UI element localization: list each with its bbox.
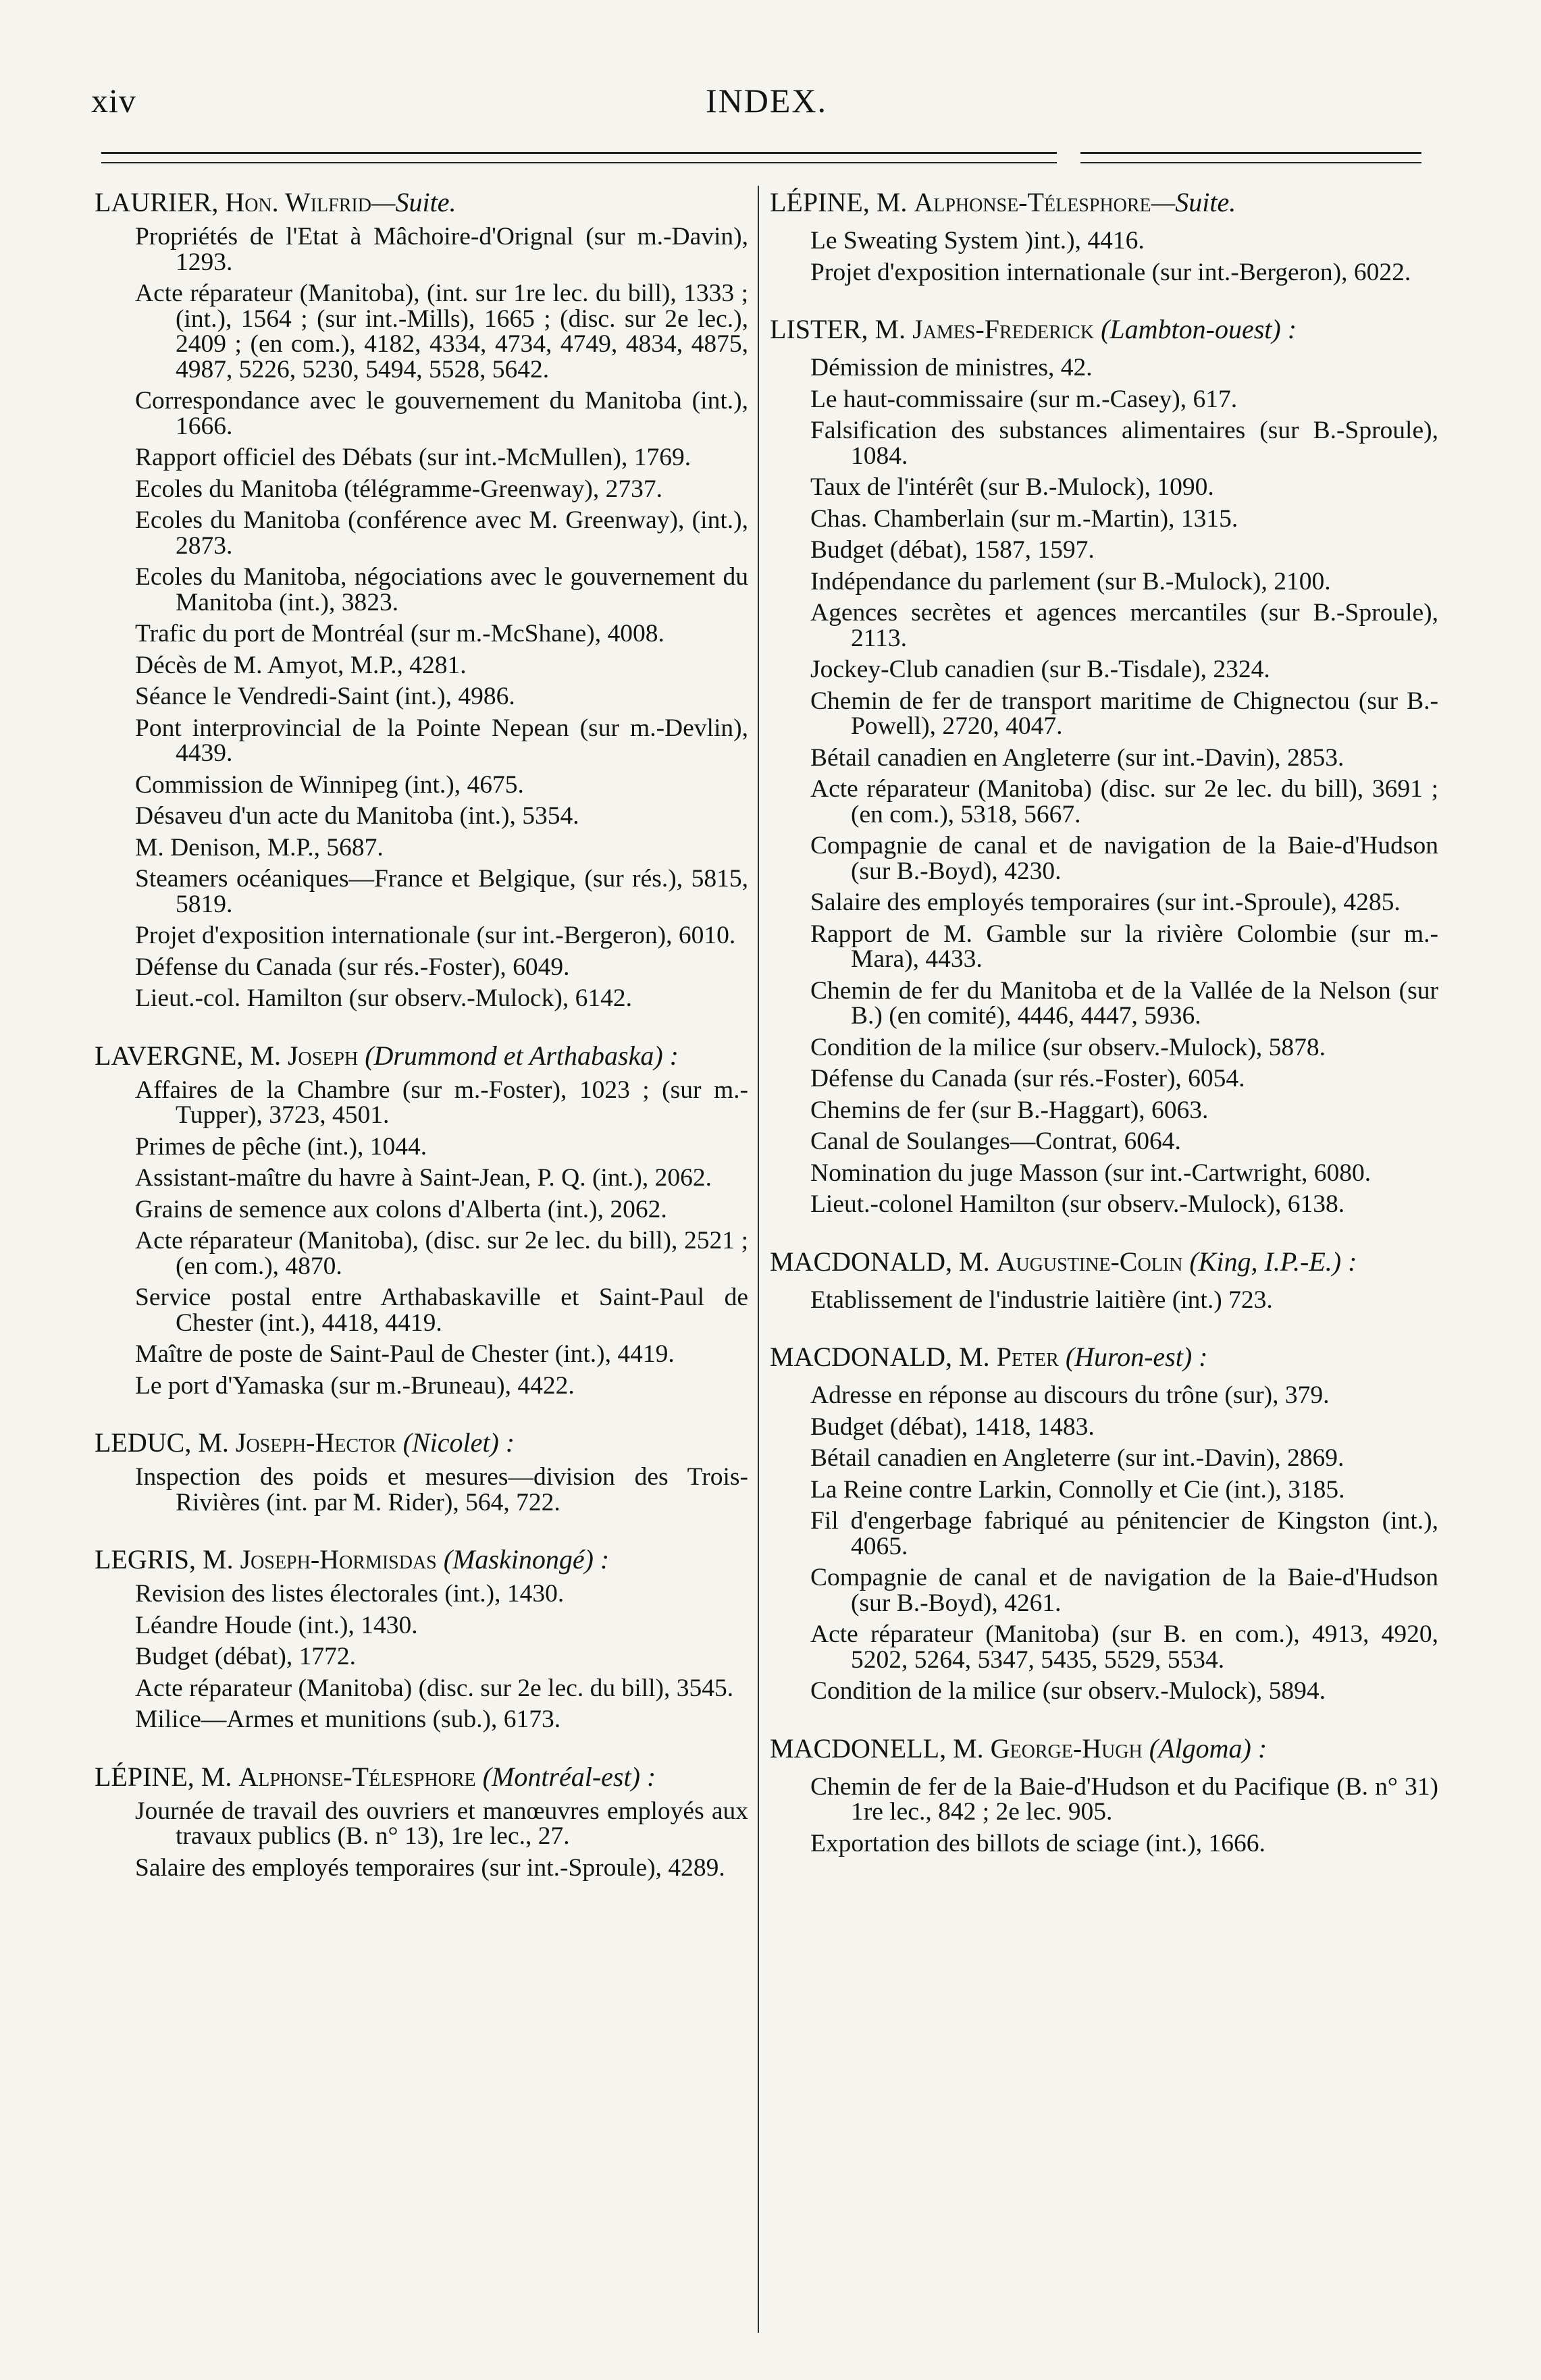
entry-heading bbox=[95, 1042, 748, 1069]
index-entry bbox=[95, 1761, 748, 1882]
index-subentry: Maître de poste de Saint-Paul de Chester (int.), 4419. bbox=[135, 1340, 675, 1368]
index-subentry: Budget (débat), 1418, 1483. bbox=[810, 1412, 1095, 1441]
index-subentry: Correspondance avec le gouvernement du Manitoba (int.), 1666. bbox=[135, 387, 748, 440]
index-subentry: Budget (débat), 1587, 1597. bbox=[810, 536, 1095, 564]
index-subentry: Bétail canadien en Angleterre (sur int.-Davin), 2869. bbox=[810, 1444, 1344, 1472]
index-entry bbox=[770, 189, 1438, 285]
member-given-names: James-Frederick bbox=[912, 314, 1095, 344]
member-riding: (Huron-est) : bbox=[1058, 1342, 1208, 1372]
index-subentry: Affaires de la Chambre (sur m.-Foster), 1023 ; (sur m.-Tupper), 3723, 4501. bbox=[135, 1076, 748, 1129]
member-surname: LAURIER, bbox=[95, 187, 226, 217]
member-given-names: Joseph-Hector bbox=[235, 1427, 396, 1458]
index-subentry: Assistant-maître du havre à Saint-Jean, P. Q. (int.), 2062. bbox=[135, 1164, 712, 1192]
index-subentry: La Reine contre Larkin, Connolly et Cie (int.), 3185. bbox=[810, 1475, 1345, 1504]
member-given-names: Joseph bbox=[287, 1040, 359, 1071]
index-subentry: Chemin de fer de transport maritime de Chignectou (sur B.-Powell), 2720, 4047. bbox=[810, 687, 1438, 740]
member-surname: LÉPINE, M. bbox=[770, 187, 914, 217]
index-subentry: Chemin de fer du Manitoba et de la Vallée de la Nelson (sur B.) (en comité), 4446, 4447, 5936. bbox=[810, 976, 1438, 1030]
header-rule-left bbox=[101, 152, 1057, 163]
index-subentry: Pont interprovincial de la Pointe Nepean (sur m.-Devlin), 4439. bbox=[135, 714, 748, 767]
index-subentry: Compagnie de canal et de navigation de la Baie-d'Hudson (sur B.-Boyd), 4230. bbox=[810, 832, 1438, 885]
index-subentry: Le Sweating System )int.), 4416. bbox=[810, 227, 1145, 255]
index-subentry: Fil d'engerbage fabriqué au pénitencier de Kingston (int.), 4065. bbox=[810, 1507, 1438, 1560]
index-entry bbox=[95, 1546, 748, 1733]
member-surname: MACDONALD, M. bbox=[770, 1246, 997, 1277]
index-subentry: Grains de semence aux colons d'Alberta (int.), 2062. bbox=[135, 1195, 667, 1223]
index-entry bbox=[770, 316, 1438, 1217]
index-subentry: Budget (débat), 1772. bbox=[135, 1643, 357, 1670]
member-riding: (Nicolet) : bbox=[396, 1427, 515, 1458]
index-subentry: Le port d'Yamaska (sur m.-Bruneau), 4422. bbox=[135, 1371, 575, 1400]
index-subentry: Condition de la milice (sur observ.-Mulock), 5894. bbox=[810, 1677, 1326, 1705]
member-riding: —Suite. bbox=[371, 187, 456, 217]
member-given-names: Peter bbox=[996, 1342, 1059, 1372]
entry-heading bbox=[95, 1761, 748, 1792]
member-surname: MACDONALD, M. bbox=[770, 1342, 997, 1372]
member-given-names: George-Hugh bbox=[990, 1733, 1143, 1764]
page-number: xiv bbox=[91, 82, 136, 120]
member-riding: —Suite. bbox=[1151, 187, 1236, 217]
index-subentry: Projet d'exposition internationale (sur int.-Bergeron), 6022. bbox=[810, 258, 1411, 286]
index-subentry: Service postal entre Arthabaskaville et Saint-Paul de Chester (int.), 4418, 4419. bbox=[135, 1284, 748, 1337]
index-subentry: Canal de Soulanges—Contrat, 6064. bbox=[810, 1128, 1181, 1155]
member-given-names: Augustine-Colin bbox=[996, 1246, 1183, 1277]
entry-heading bbox=[770, 1344, 1438, 1371]
member-given-names: Alphonse-Télesphore bbox=[914, 187, 1151, 217]
index-subentry: Trafic du port de Montréal (sur m.-McShane), 4008. bbox=[135, 620, 664, 647]
index-subentry: Léandre Houde (int.), 1430. bbox=[135, 1611, 418, 1639]
index-subentry: Primes de pêche (int.), 1044. bbox=[135, 1132, 427, 1161]
member-given-names: Alphonse-Télesphore bbox=[238, 1761, 476, 1792]
index-entry bbox=[770, 1735, 1438, 1857]
index-subentry: Lieut.-colonel Hamilton (sur observ.-Mulock), 6138. bbox=[810, 1190, 1345, 1218]
index-subentry: Acte réparateur (Manitoba) (disc. sur 2e lec. du bill), 3691 ; (en com.), 5318, 5667. bbox=[810, 775, 1438, 828]
index-subentry: Jockey-Club canadien (sur B.-Tisdale), 2324. bbox=[810, 656, 1270, 683]
index-subentry: Décès de M. Amyot, M.P., 4281. bbox=[135, 651, 467, 679]
member-riding: (Drummond et Arthabaska) : bbox=[358, 1040, 679, 1071]
entry-heading bbox=[770, 316, 1438, 343]
entry-heading bbox=[95, 1546, 748, 1573]
index-subentry: Chemin de fer de la Baie-d'Hudson et du Pacifique (B. n° 31) 1re lec., 842 ; 2e lec. 905. bbox=[810, 1772, 1438, 1826]
index-subentry: Adresse en réponse au discours du trône (sur), 379. bbox=[810, 1381, 1330, 1409]
index-subentry: Commission de Winnipeg (int.), 4675. bbox=[135, 770, 524, 799]
member-surname: LEDUC, M. bbox=[95, 1427, 236, 1458]
index-subentry: Rapport officiel des Débats (sur int.-McMullen), 1769. bbox=[135, 444, 691, 471]
member-riding: (Lambton-ouest) : bbox=[1094, 314, 1297, 344]
index-subentry: Ecoles du Manitoba, négociations avec le gouvernement du Manitoba (int.), 3823. bbox=[135, 563, 748, 616]
page-header bbox=[91, 81, 1442, 135]
index-subentry: Rapport de M. Gamble sur la rivière Colombie (sur m.-Mara), 4433. bbox=[810, 920, 1438, 973]
index-subentry: Falsification des substances alimentaires (sur B.-Sproule), 1084. bbox=[810, 417, 1438, 470]
index-subentry: Propriétés de l'Etat à Mâchoire-d'Orignal (sur m.-Davin), 1293. bbox=[135, 223, 748, 276]
index-subentry: Nomination du juge Masson (sur int.-Cartwright, 6080. bbox=[810, 1159, 1372, 1187]
index-subentry: Compagnie de canal et de navigation de la Baie-d'Hudson (sur B.-Boyd), 4261. bbox=[810, 1564, 1438, 1617]
entry-heading bbox=[95, 189, 748, 216]
page-title: INDEX. bbox=[705, 82, 828, 120]
column-divider bbox=[758, 186, 759, 2333]
entry-heading bbox=[95, 1429, 748, 1456]
index-subentry: Chas. Chamberlain (sur m.-Martin), 1315. bbox=[810, 504, 1238, 533]
member-surname: LEGRIS, M. bbox=[95, 1544, 240, 1575]
index-subentry: Exportation des billots de sciage (int.), 1666. bbox=[810, 1829, 1265, 1857]
index-subentry: Défense du Canada (sur rés.-Foster), 6049. bbox=[135, 953, 570, 981]
index-subentry: M. Denison, M.P., 5687. bbox=[135, 833, 384, 862]
entry-heading bbox=[770, 189, 1438, 216]
index-subentry: Lieut.-col. Hamilton (sur observ.-Mulock), 6142. bbox=[135, 984, 632, 1012]
index-subentry: Salaire des employés temporaires (sur int.-Sproule), 4289. bbox=[135, 1853, 725, 1882]
index-subentry: Revision des listes électorales (int.), 1430. bbox=[135, 1580, 565, 1608]
index-subentry: Ecoles du Manitoba (télégramme-Greenway), 2737. bbox=[135, 475, 662, 503]
index-subentry: Agences secrètes et agences mercantiles (sur B.-Sproule), 2113. bbox=[810, 599, 1438, 652]
index-subentry: Journée de travail des ouvriers et manœuvres employés aux travaux publics (B. n° 13), 1re lec., 27. bbox=[135, 1797, 748, 1850]
index-column-right bbox=[770, 189, 1438, 1887]
index-subentry: Steamers océaniques—France et Belgique, (sur rés.), 5815, 5819. bbox=[135, 865, 748, 918]
index-subentry: Milice—Armes et munitions (sub.), 6173. bbox=[135, 1705, 561, 1733]
index-subentry: Inspection des poids et mesures—division des Trois-Rivières (int. par M. Rider), 564, 722. bbox=[135, 1463, 748, 1516]
index-subentry: Démission de ministres, 42. bbox=[810, 354, 1093, 381]
index-subentry: Salaire des employés temporaires (sur int.-Sproule), 4285. bbox=[810, 889, 1401, 916]
header-rule-right bbox=[1080, 152, 1421, 163]
index-entry bbox=[770, 1248, 1438, 1313]
member-given-names: Hon. Wilfrid bbox=[225, 187, 371, 217]
member-surname: LAVERGNE, M. bbox=[95, 1040, 288, 1071]
index-entry bbox=[95, 1042, 748, 1399]
index-subentry: Le haut-commissaire (sur m.-Casey), 617. bbox=[810, 385, 1238, 413]
index-subentry: Acte réparateur (Manitoba), (disc. sur 2e lec. du bill), 2521 ; (en com.), 4870. bbox=[135, 1227, 748, 1280]
index-subentry: Chemins de fer (sur B.-Haggart), 6063. bbox=[810, 1096, 1209, 1124]
index-subentry: Projet d'exposition internationale (sur int.-Bergeron), 6010. bbox=[135, 922, 736, 949]
index-subentry: Défense du Canada (sur rés.-Foster), 6054. bbox=[810, 1065, 1245, 1092]
index-subentry: Acte réparateur (Manitoba), (int. sur 1re lec. du bill), 1333 ; (int.), 1564 ; (sur int.-Mills), 1665 ; (disc. sur 2e lec.), 2409 ; (en com.), 4182, 4334, 4734, 4749, 4834, 4875, 4987, 5226, 5230, 5494, 5528, 5642. bbox=[135, 280, 748, 384]
entry-heading bbox=[770, 1735, 1438, 1762]
index-subentry: Condition de la milice (sur observ.-Mulock), 5878. bbox=[810, 1033, 1326, 1061]
member-riding: (Algoma) : bbox=[1142, 1733, 1268, 1764]
member-surname: LISTER, M. bbox=[770, 314, 913, 344]
member-surname: LÉPINE, M. bbox=[95, 1761, 239, 1792]
member-given-names: Joseph-Hormisdas bbox=[240, 1544, 437, 1575]
member-riding: (Maskinongé) : bbox=[436, 1544, 610, 1575]
index-entry bbox=[770, 1344, 1438, 1704]
index-subentry: Séance le Vendredi-Saint (int.), 4986. bbox=[135, 683, 515, 710]
member-surname: MACDONELL, M. bbox=[770, 1733, 991, 1764]
index-column-left bbox=[95, 189, 748, 1911]
index-entry bbox=[95, 189, 748, 1011]
index-subentry: Taux de l'intérêt (sur B.-Mulock), 1090. bbox=[810, 473, 1214, 501]
member-riding: (Montréal-est) : bbox=[475, 1761, 656, 1792]
index-subentry: Désaveu d'un acte du Manitoba (int.), 5354. bbox=[135, 802, 579, 830]
member-riding: (King, I.P.-E.) : bbox=[1182, 1246, 1357, 1277]
index-entry bbox=[95, 1429, 748, 1515]
index-subentry: Indépendance du parlement (sur B.-Mulock), 2100. bbox=[810, 567, 1331, 596]
entry-heading bbox=[770, 1248, 1438, 1275]
index-subentry: Bétail canadien en Angleterre (sur int.-Davin), 2853. bbox=[810, 743, 1344, 772]
index-subentry: Ecoles du Manitoba (conférence avec M. Greenway), (int.), 2873. bbox=[135, 506, 748, 560]
index-subentry: Acte réparateur (Manitoba) (disc. sur 2e lec. du bill), 3545. bbox=[135, 1674, 734, 1702]
index-subentry: Etablissement de l'industrie laitière (int.) 723. bbox=[810, 1286, 1273, 1314]
index-subentry: Acte réparateur (Manitoba) (sur B. en com.), 4913, 4920, 5202, 5264, 5347, 5435, 5529, 5534. bbox=[810, 1620, 1438, 1674]
